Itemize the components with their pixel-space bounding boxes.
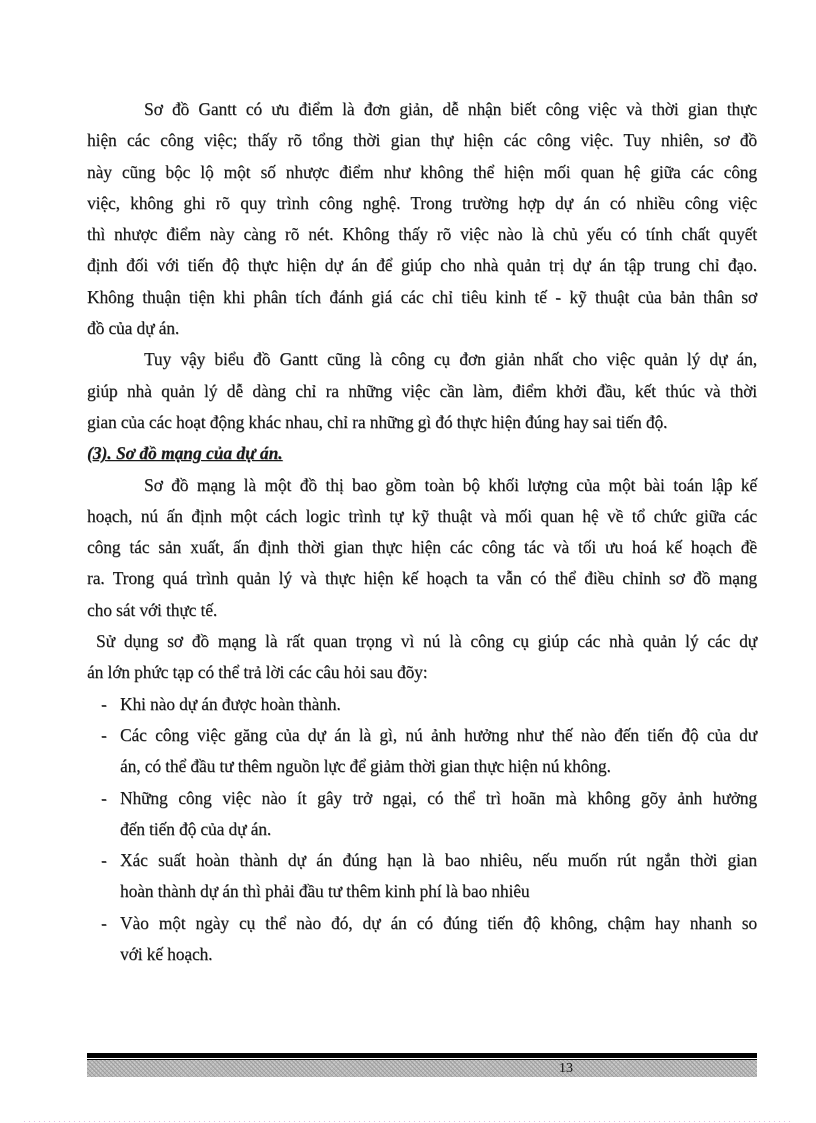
page-number: 13 (559, 1061, 573, 1076)
text-line: gian của các hoạt động khác nhau, chỉ ra những gì đó thực hiện đúng hay sai tiến độ. (87, 411, 668, 432)
text-line: Sử dụng sơ đồ mạng là rất quan trọng vì nú là công cụ giúp các nhà quản lý các dự (96, 631, 757, 652)
list-item: - Các công việc găng của dự án là gì, nú ảnh hưởng như thế nào đến tiến độ của dư (87, 720, 757, 751)
text-line: cho sát với thực tế. (87, 599, 218, 620)
text-line: công tác sản xuất, ấn định thời gian thực hiện các công tác và tối ưu hoá kế hoạch đề (87, 537, 757, 558)
text-line: Tuy vậy biểu đồ Gantt cũng là công cụ đơn giản nhất cho việc quản lý dự án, (144, 349, 757, 370)
text-line: đồ của dự án. (87, 318, 180, 339)
text-line: án lớn phức tạp có thể trả lời các câu hỏi sau đõy: (87, 662, 428, 683)
text-line: giúp nhà quản lý dễ dàng chỉ ra những việc cần làm, điểm khởi đầu, kết thúc và thời (87, 380, 757, 401)
text-line: việc, không ghi rõ quy trình công nghệ. Trong trường hợp dự án có nhiều công việc (87, 192, 757, 213)
footer-band (87, 1060, 757, 1077)
paragraph-network-usage (87, 626, 757, 689)
bullet-dash: - (101, 850, 107, 871)
bullet-dash: - (101, 724, 107, 745)
list-item-continuation: hoàn thành dự án thì phải đầu tư thêm kinh phí là bao nhiêu (120, 881, 530, 902)
section-heading: (3). Sơ đồ mạng của dự án. (87, 443, 283, 464)
text-line: ra. Trong quá trình quản lý và thực hiện kế hoạch ta vẫn có thể điều chỉnh sơ đồ mạng (87, 568, 757, 589)
page-footer (87, 1053, 757, 1077)
bullet-dash: - (101, 912, 107, 933)
paragraph-network-definition (87, 470, 757, 626)
paragraph-gantt-advantages (87, 94, 757, 344)
text-line: hiện các công việc; thấy rõ tổng thời gian thự hiện các công việc. Tuy nhiên, sơ đồ (87, 130, 757, 151)
list-item-continuation: đến tiến độ của dự án. (120, 818, 272, 839)
text-line: thì nhược điểm này càng rõ nét. Không thấy rõ việc nào là chủ yếu có tính chất quyết (87, 224, 757, 245)
list-item: - Khi nào dự án được hoàn thành. (87, 689, 757, 720)
list-item-continuation: với kế hoạch. (120, 944, 213, 965)
text-line: này cũng bộc lộ một số nhược điểm như không thể hiện mối quan hệ giữa các công (87, 161, 757, 182)
text-line: Không thuận tiện khi phân tích đánh giá các chỉ tiêu kinh tế - kỹ thuật của bản thân sơ (87, 286, 757, 307)
bullet-dash: - (101, 693, 107, 714)
list-item: - Vào một ngày cụ thể nào đó, dự án có đúng tiến độ không, chậm hay nhanh so (87, 908, 757, 939)
text-line: hoạch, nú ấn định một cách logic trình tự kỹ thuật và mối quan hệ về tổ chức giữa các (87, 505, 757, 526)
bullet-dash: - (101, 787, 107, 808)
document-page (87, 94, 757, 970)
page-boundary-dotted-line (24, 1121, 792, 1122)
paragraph-gantt-summary (87, 344, 757, 438)
text-line: Sơ đồ Gantt có ưu điểm là đơn giản, dễ nhận biết công việc và thời gian thực (144, 99, 757, 119)
text-line: định đối với tiến độ thực hiện dự án để giúp cho nhà quản trị dự án tập trung chỉ đạo. (87, 255, 757, 276)
text-line: Sơ đồ mạng là một đồ thị bao gồm toàn bộ khối lượng của một bài toán lập kế (144, 474, 757, 495)
bullet-list (87, 689, 757, 971)
list-item-continuation: án, có thể đầu tư thêm nguồn lực để giảm thời gian thực hiện nú không. (120, 756, 611, 777)
list-item: - Những công việc nào ít gây trở ngại, có thể trì hoãn mà không gõy ảnh hưởng (87, 783, 757, 814)
list-item: - Xác suất hoàn thành dự án đúng hạn là bao nhiêu, nếu muốn rút ngắn thời gian (87, 845, 757, 876)
